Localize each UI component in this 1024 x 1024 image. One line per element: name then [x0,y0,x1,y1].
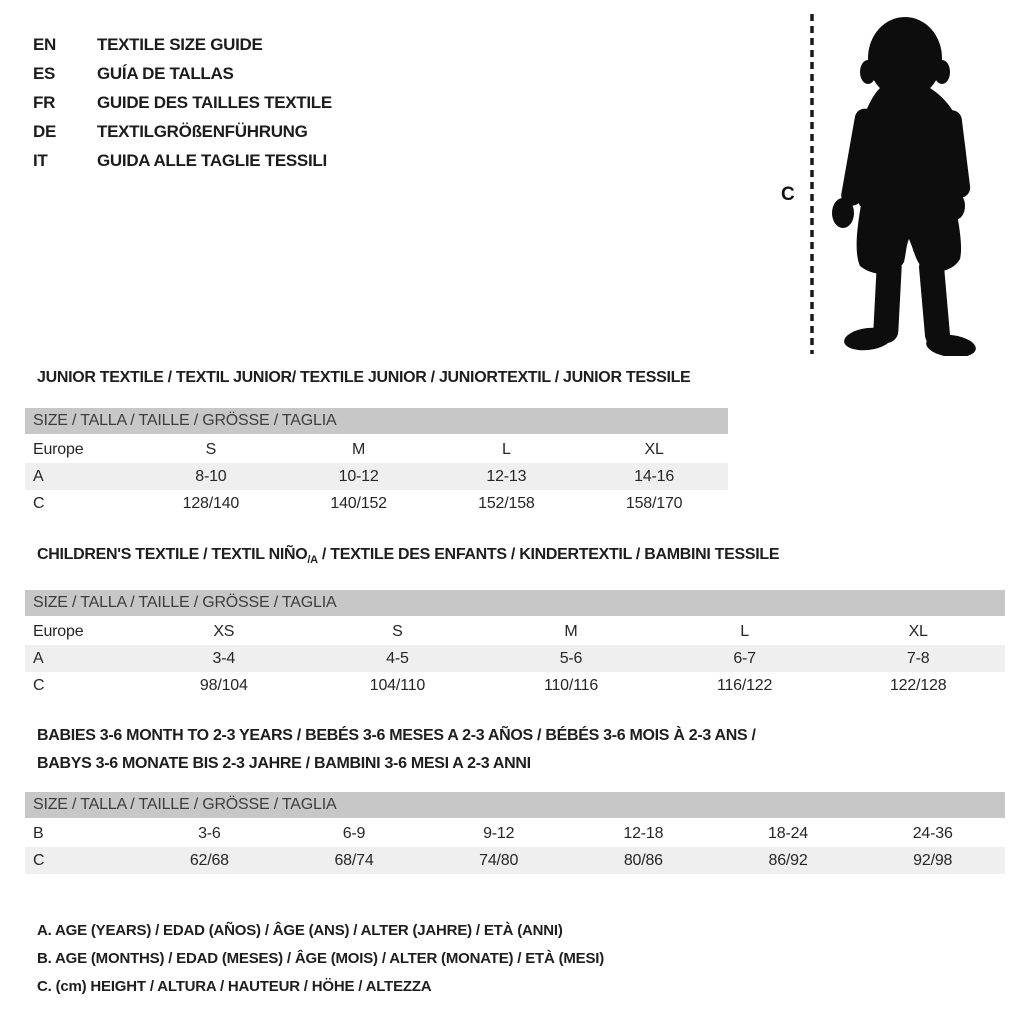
legend-line: C. (cm) HEIGHT / ALTURA / HAUTEUR / HÖHE / ALTEZZA [37,978,432,995]
table-cell: 10-12 [338,468,379,485]
language-code: IT [33,151,48,170]
table-cell: 110/116 [543,677,599,694]
height-line-label: C [781,184,795,205]
table-row-label: C [33,677,45,694]
language-code: ES [33,64,56,83]
baby-silhouette-image [820,10,978,356]
table-cell: S [392,623,403,640]
table-row-label: A [33,650,44,667]
table-row-label: C [33,495,45,512]
title-text-leading: CHILDREN'S TEXTILE / TEXTIL NIÑO [37,546,308,563]
table-row-label: C [33,852,45,869]
table-cell: 12-18 [623,825,664,842]
table-row [25,436,728,463]
table-cell: 24-36 [912,825,953,842]
language-title: TEXTILE SIZE GUIDE [97,35,263,54]
language-row [33,146,332,175]
measurement-legend [37,917,604,1001]
table-cell: M [352,441,366,458]
table-cell: 9-12 [483,825,515,842]
language-title: TEXTILGRÖßENFÜHRUNG [97,122,308,141]
section-title-children [37,546,779,566]
table-cell: 140/152 [330,495,387,512]
table-row [25,645,1005,672]
table-cell: 3-4 [212,650,236,667]
table-header: SIZE / TALLA / TAILLE / GRÖSSE / TAGLIA [25,590,1005,616]
language-code: FR [33,93,56,112]
table-cell: 122/128 [889,677,947,694]
table-row [25,490,728,517]
table-row [25,672,1005,699]
table-cell: 4-5 [386,650,409,667]
junior-size-table [25,408,728,517]
table-cell: 86/92 [768,852,808,869]
table-row-label: Europe [33,441,84,458]
table-cell: XL [644,441,664,458]
table-header: SIZE / TALLA / TAILLE / GRÖSSE / TAGLIA [25,408,728,434]
table-cell: 158/170 [625,495,683,512]
table-cell: XS [213,623,235,640]
table-cell: 12-13 [486,468,527,485]
table-cell: 6-9 [342,825,366,842]
title-subscript: /A [307,554,318,566]
language-title: GUÍA DE TALLAS [97,64,234,83]
table-cell: 98/104 [199,677,248,694]
table-row [25,463,728,490]
table-row-label: B [33,825,44,842]
table-cell: 74/80 [479,852,519,869]
language-code: DE [33,122,57,141]
table-cell: 128/140 [182,495,240,512]
table-cell: 18-24 [768,825,808,842]
table-row-label: A [33,468,44,485]
table-row-label: Europe [33,623,84,640]
dashed-line-icon [809,14,815,354]
language-title: GUIDA ALLE TAGLIE TESSILI [97,151,327,170]
children-size-table [25,590,1005,699]
table-cell: 7-8 [906,650,930,667]
language-row [33,117,332,146]
table-cell: 14-16 [634,468,675,485]
language-row [33,59,332,88]
language-code: EN [33,35,57,54]
table-cell: 80/86 [623,852,663,869]
table-cell: M [564,623,578,640]
language-title-list [33,30,332,175]
table-cell: 3-6 [198,825,221,842]
table-cell: L [740,623,749,640]
section-title-babies [37,722,756,778]
table-cell: 152/158 [478,495,535,512]
babies-title-line-1: BABIES 3-6 MONTH TO 2-3 YEARS / BEBÉS 3-6 MESES A 2-3 AÑOS / BÉBÉS 3-6 MOIS À 2-3 ANS / [37,727,756,744]
legend-line: A. AGE (YEARS) / EDAD (AÑOS) / ÂGE (ANS) / ALTER (JAHRE) / ETÀ (ANNI) [37,922,563,939]
height-measure-dashed-line [809,14,815,359]
table-cell: L [502,441,511,458]
table-row [25,618,1005,645]
table-cell: 104/110 [369,677,426,694]
language-row [33,30,332,59]
table-row [25,820,1005,847]
language-row [33,88,332,117]
language-title: GUIDE DES TAILLES TEXTILE [97,93,332,112]
table-row [25,847,1005,874]
table-cell: S [205,441,217,458]
table-cell: XL [908,623,928,640]
table-header: SIZE / TALLA / TAILLE / GRÖSSE / TAGLIA [25,792,1005,818]
table-cell: 92/98 [913,852,953,869]
legend-line: B. AGE (MONTHS) / EDAD (MESES) / ÂGE (MOIS) / ALTER (MONATE) / ETÀ (MESI) [37,950,605,967]
section-title-junior: JUNIOR TEXTILE / TEXTIL JUNIOR/ TEXTILE JUNIOR / JUNIORTEXTIL / JUNIOR TESSILE [37,369,691,386]
table-cell: 8-10 [195,468,227,485]
babies-title-line-2: BABYS 3-6 MONATE BIS 2-3 JAHRE / BAMBINI 3-6 MESI A 2-3 ANNI [37,755,531,772]
babies-size-table [25,792,1005,874]
table-cell: 62/68 [189,852,229,869]
table-cell: 6-7 [733,650,756,667]
table-cell: 68/74 [334,852,374,869]
title-text-trailing: / TEXTILE DES ENFANTS / KINDERTEXTIL / BAMBINI TESSILE [317,546,780,563]
table-cell: 5-6 [559,650,583,667]
table-cell: 116/122 [716,677,773,694]
